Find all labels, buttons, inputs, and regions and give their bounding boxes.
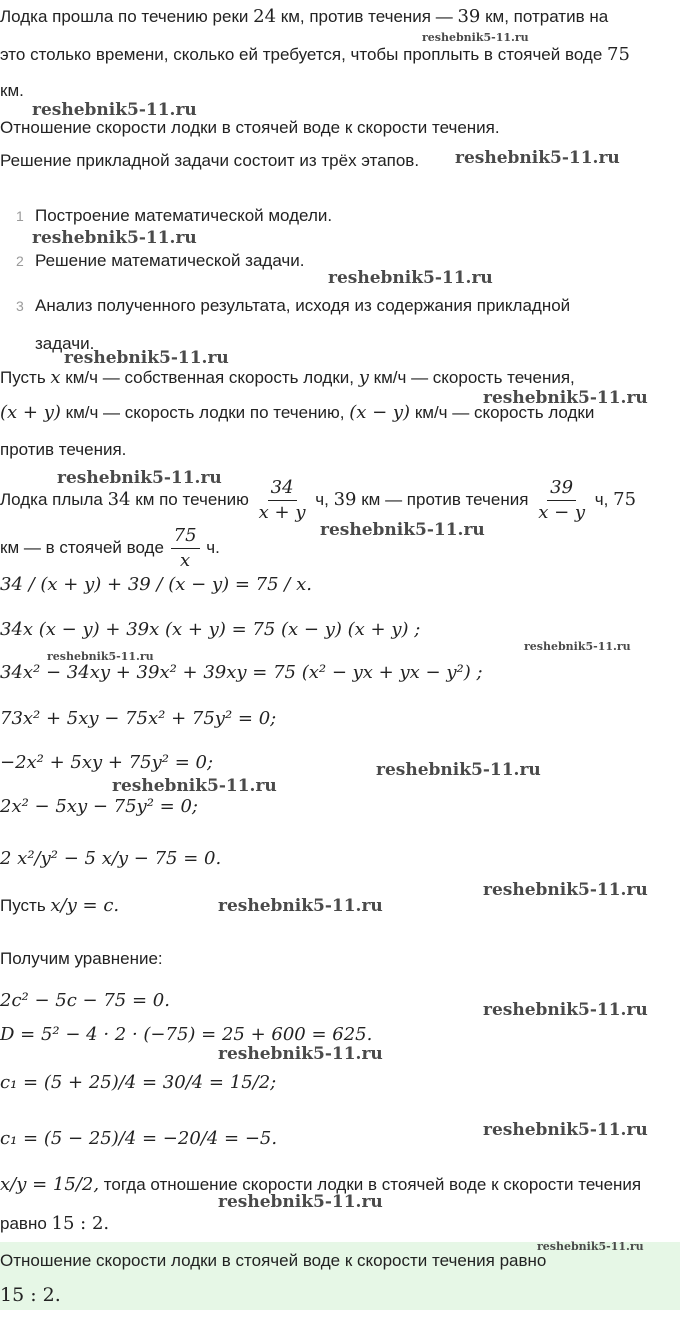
text: км — в стоячей воде — [0, 538, 164, 557]
value: 34 — [107, 489, 131, 510]
expr: x/y = 15/2, — [0, 1174, 100, 1195]
watermark: reshebnik5-11.ru — [32, 228, 197, 248]
watermark: reshebnik5-11.ru — [320, 520, 485, 540]
watermark: reshebnik5-11.ru — [112, 776, 277, 796]
problem-text: это столько времени, сколько ей требуется, чтобы проплыть в стоячей воде — [0, 45, 603, 64]
equation: c₁ = (5 + 25)/4 = 30/4 = 15/2; — [0, 1072, 277, 1093]
intro-text: Решение прикладной задачи состоит из трёх этапов. — [0, 151, 420, 170]
var-x: x — [50, 367, 61, 388]
text: Получим уравнение: — [0, 949, 163, 968]
value: 39 — [333, 489, 357, 510]
watermark: reshebnik5-11.ru — [455, 148, 620, 168]
text: Пусть — [0, 896, 46, 915]
fraction — [171, 524, 200, 573]
text: Пусть — [0, 368, 46, 387]
value-75: 75 — [607, 44, 630, 65]
step-label: Построение математической модели. — [35, 206, 333, 225]
expr: x/y = c. — [50, 895, 120, 916]
answer-value: 15 : 2. — [0, 1284, 61, 1306]
question-text: Отношение скорости лодки в стоячей воде к скорости течения. — [0, 118, 500, 137]
text: Лодка плыла — [0, 490, 103, 509]
answer-text: Отношение скорости лодки в стоячей воде к скорости течения равно — [0, 1251, 547, 1270]
watermark: reshebnik5-11.ru — [537, 1240, 644, 1253]
problem-text: км, потратив на — [485, 7, 609, 26]
denominator: x — [180, 550, 191, 572]
watermark: reshebnik5-11.ru — [32, 100, 197, 120]
fraction — [535, 476, 588, 525]
step-label: задачи. — [35, 334, 95, 353]
text: ч, — [315, 490, 329, 509]
value: 15 : 2. — [51, 1213, 110, 1234]
text: км/ч — скорость лодки по течению, — [65, 403, 345, 422]
text: против течения. — [0, 440, 127, 459]
var-y: y — [358, 367, 369, 388]
problem-text: Лодка прошла по течению реки — [0, 7, 249, 26]
fraction — [256, 476, 309, 525]
problem-text: км, против течения — — [280, 7, 453, 26]
watermark: reshebnik5-11.ru — [483, 1120, 648, 1140]
value-39: 39 — [457, 6, 481, 27]
watermark: reshebnik5-11.ru — [64, 348, 229, 368]
watermark: reshebnik5-11.ru — [483, 1000, 648, 1020]
watermark: reshebnik5-11.ru — [218, 1192, 383, 1212]
trip-line-2 — [0, 520, 220, 576]
equation: −2x² + 5xy + 75y² = 0; — [0, 752, 214, 773]
numerator: 39 — [547, 476, 576, 501]
equation: 2c² − 5c − 75 = 0. — [0, 990, 170, 1011]
problem-line-2 — [0, 44, 630, 66]
substitution-line — [0, 895, 119, 917]
equation: D = 5² − 4 · 2 · (−75) = 25 + 600 = 625. — [0, 1024, 373, 1045]
let-line — [0, 367, 575, 389]
step-number: 2 — [16, 253, 24, 269]
text: км/ч — скорость течения, — [373, 368, 575, 387]
step-number: 3 — [16, 298, 24, 314]
equation: 73x² + 5xy − 75x² + 75y² = 0; — [0, 708, 277, 729]
step-label: Анализ полученного результата, исходя из содержания прикладной — [35, 296, 571, 315]
watermark: reshebnik5-11.ru — [328, 268, 493, 288]
watermark: reshebnik5-11.ru — [218, 1044, 383, 1064]
conclusion-line-2 — [0, 1213, 109, 1235]
watermark: reshebnik5-11.ru — [57, 468, 222, 488]
expr: (x − y) — [349, 402, 411, 423]
watermark: reshebnik5-11.ru — [483, 388, 648, 408]
equation: c₁ = (5 − 25)/4 = −20/4 = −5. — [0, 1128, 278, 1149]
text: км по течению — [135, 490, 249, 509]
numerator: 34 — [268, 476, 297, 501]
equation: 2 x²/y² − 5 x/y − 75 = 0. — [0, 848, 222, 869]
text: тогда отношение скорости лодки в стоячей воде к скорости течения — [103, 1175, 642, 1194]
value-24: 24 — [253, 6, 277, 27]
problem-line-1 — [0, 6, 608, 28]
denominator: x − y — [538, 502, 586, 524]
watermark: reshebnik5-11.ru — [218, 896, 383, 916]
watermark: reshebnik5-11.ru — [47, 650, 154, 663]
watermark: reshebnik5-11.ru — [524, 640, 631, 653]
text: равно — [0, 1214, 47, 1233]
watermark: reshebnik5-11.ru — [422, 31, 529, 44]
denominator: x + y — [258, 502, 306, 524]
text: ч. — [206, 538, 220, 557]
text: км/ч — собственная скорость лодки, — [65, 368, 355, 387]
text: км — против течения — [361, 490, 529, 509]
equation: 34x² − 34xy + 39x² + 39xy = 75 (x² − yx + yx − y²) ; — [0, 662, 483, 683]
equation: 34 / (x + y) + 39 / (x − y) = 75 / x. — [0, 574, 312, 595]
equation: 2x² − 5xy − 75y² = 0; — [0, 796, 198, 817]
equation: 34x (x − y) + 39x (x + y) = 75 (x − y) (x + y) ; — [0, 619, 421, 640]
text: км/ч — скорость лодки — [414, 403, 595, 422]
problem-line-3: км. — [0, 81, 24, 100]
watermark: reshebnik5-11.ru — [483, 880, 648, 900]
watermark: reshebnik5-11.ru — [376, 760, 541, 780]
value: 75 — [613, 489, 637, 510]
numerator: 75 — [171, 524, 200, 549]
text: ч, — [594, 490, 609, 509]
step-label: Решение математической задачи. — [35, 251, 305, 270]
expr: (x + y) — [0, 402, 61, 423]
step-number: 1 — [16, 208, 24, 224]
